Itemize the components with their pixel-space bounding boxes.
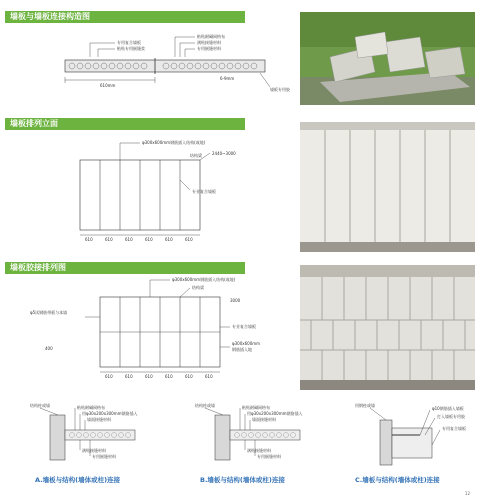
stag-dim: 610 xyxy=(145,374,153,379)
stag-label-height: 3000 xyxy=(230,298,241,303)
c-label-panel: 专用复合墙板 xyxy=(442,426,466,431)
stag-label-rebar: φ300x600mm钢筋插入结构(或地) xyxy=(172,277,236,282)
a-label-rebar: 用φ30x200x300mm钢筋插入 xyxy=(82,411,138,416)
c-label-column: 用钢柱或墙 xyxy=(355,403,375,408)
stag-label-rebar-size: φ300x600mm xyxy=(232,341,261,346)
elev-dim: 610 xyxy=(165,237,173,242)
stag-dim: 610 xyxy=(185,374,193,379)
elevation-drawing xyxy=(40,135,280,245)
dim-gap: 6-9mm xyxy=(220,76,235,81)
stag-label-rebar-floor: 钢筋插入地 xyxy=(232,347,252,352)
b-label-fill: 满贴接缝材料 xyxy=(247,448,271,453)
stag-label-offset: 400 xyxy=(45,346,53,351)
stag-label-tie: φ5试钢筋带板与本墙 xyxy=(30,310,68,315)
a-label-mesh: 粘贴耐碱网格布 xyxy=(77,405,105,410)
connection-detail-drawing xyxy=(20,25,290,110)
section-banner-connection: 墙板与墙板连接构造图 xyxy=(5,11,245,23)
a-label-filler: 专用嵌缝材料 xyxy=(92,454,116,459)
dim-width: 610mm xyxy=(100,83,116,88)
section-banner-elevation: 墙板排列立面 xyxy=(5,118,245,130)
detail-a-drawing xyxy=(30,400,180,470)
a-label-fill: 满贴接缝材料 xyxy=(82,448,106,453)
detail-c-drawing xyxy=(350,400,480,470)
caption-detail-c: C.墙板与结构(墙体或柱)连接 xyxy=(355,476,440,484)
page-number: 12 xyxy=(464,491,470,496)
a-label-column: 结构柱或墙 xyxy=(30,403,50,408)
label-mesh: 粘贴耐碱网格布 xyxy=(197,34,225,39)
elev-dim: 610 xyxy=(105,237,113,242)
photo-wall-staggered xyxy=(300,265,475,390)
elev-dim: 610 xyxy=(85,237,93,242)
elev-label-beam: 结构梁 xyxy=(190,153,202,158)
b-label-rebar: 用φ30x200x300mm钢筋插入 xyxy=(247,411,303,416)
b-label-mesh: 粘贴耐碱网格布 xyxy=(242,405,270,410)
label-filler: 专用嵌缝材料 xyxy=(197,46,221,51)
label-composite-panel: 专用复合墙板 xyxy=(117,40,141,45)
caption-detail-a: A.墙板与结构(墙体或柱)连接 xyxy=(35,476,121,484)
elev-dim: 610 xyxy=(125,237,133,242)
b-label-filler: 专用嵌缝材料 xyxy=(257,454,281,459)
a-label-joint: 墙面接缝材料 xyxy=(87,417,111,422)
c-label-glue: 打入墙板专用胶 xyxy=(437,414,465,419)
stag-dim: 610 xyxy=(105,374,113,379)
stag-label-beam: 结构梁 xyxy=(192,285,204,290)
elev-dim: 610 xyxy=(185,237,193,242)
b-label-column: 结构柱或墙 xyxy=(195,403,215,408)
stag-dim: 610 xyxy=(205,374,213,379)
stag-dim: 610 xyxy=(125,374,133,379)
staggered-drawing xyxy=(30,272,280,392)
caption-detail-b: B.墙板与结构(墙体或柱)连接 xyxy=(200,476,285,484)
b-label-joint: 墙面接缝材料 xyxy=(252,417,276,422)
c-label-rebar: φ10钢筋插入墙板 xyxy=(432,406,464,411)
elev-label-height: 2440~3000 xyxy=(212,151,236,156)
elev-dim: 610 xyxy=(145,237,153,242)
detail-b-drawing xyxy=(195,400,345,470)
elev-label-panel: 专业复合墙板 xyxy=(192,189,216,194)
stag-label-panel: 专业复合墙板 xyxy=(232,324,256,329)
label-joint-material: 满贴接缝材料 xyxy=(197,40,221,45)
photo-wall-elevation xyxy=(300,122,475,252)
panel-cross-section xyxy=(65,37,270,87)
label-caulk: 粘贴专用嵌缝浆 xyxy=(117,46,145,51)
stag-dim: 610 xyxy=(165,374,173,379)
elev-label-rebar: φ300x600mm钢筋插入结构(或地) xyxy=(142,140,206,145)
photo-panels-display xyxy=(300,12,475,105)
section-banner-staggered: 墙板胶接排列图 xyxy=(5,262,245,274)
label-panel-glue: 墙板专用胶 xyxy=(270,87,290,92)
